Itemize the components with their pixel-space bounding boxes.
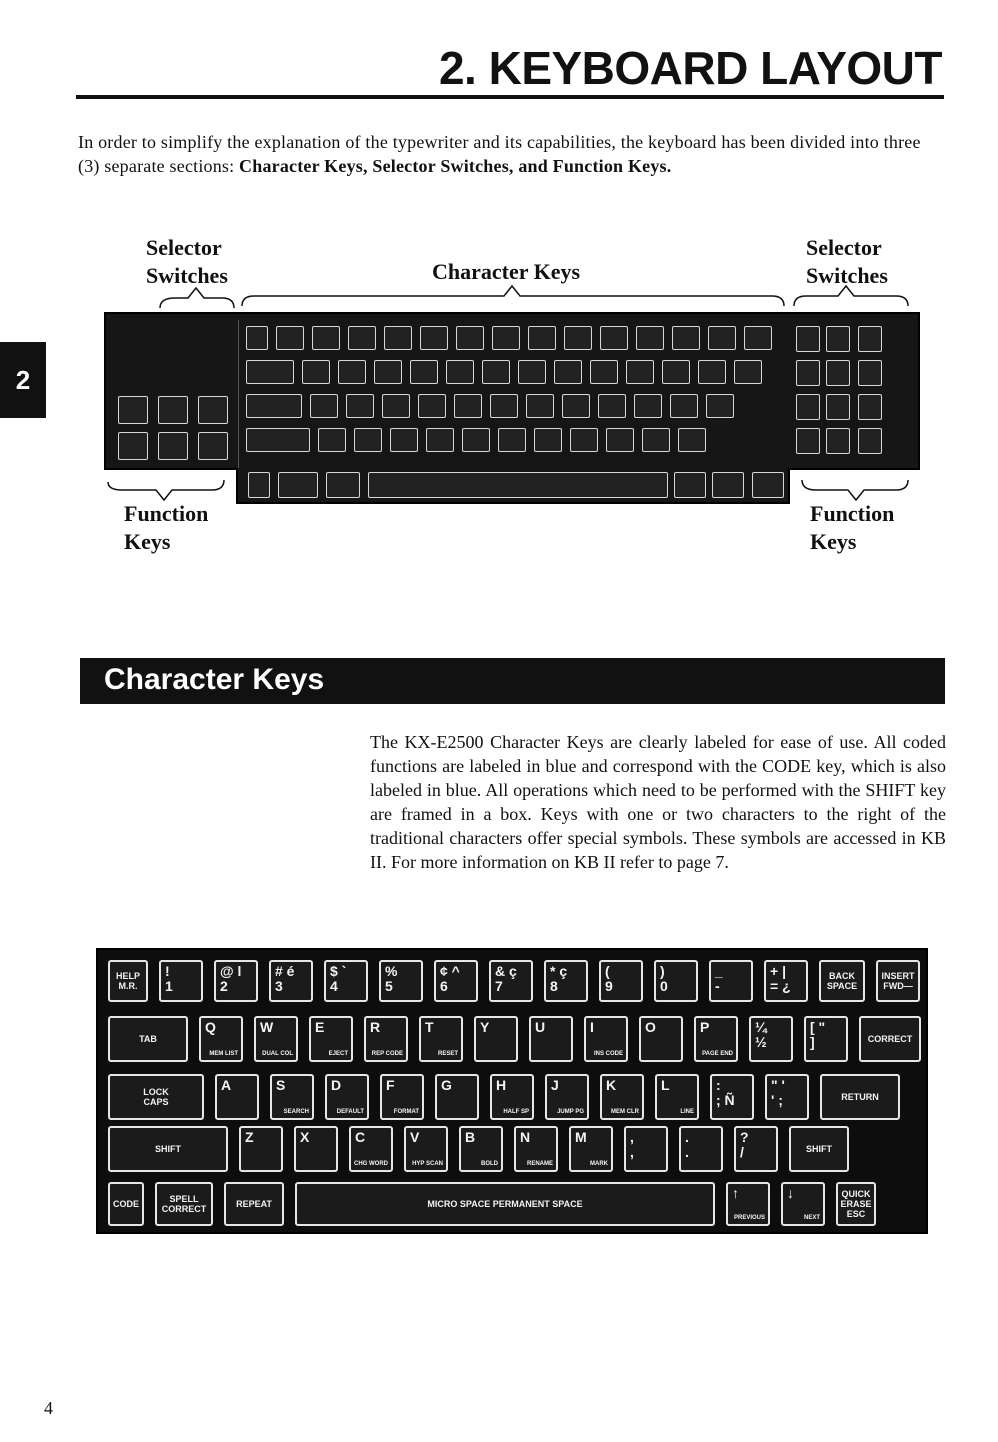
section-title: Character Keys — [104, 663, 325, 696]
keyboard-overview-image — [104, 312, 920, 470]
keyboard-key — [294, 1126, 338, 1172]
keyboard-key — [734, 1126, 778, 1172]
key-secondary-legend: 1 — [165, 978, 173, 994]
key-secondary-legend: 8 — [550, 978, 558, 994]
keyboard-key — [404, 1126, 448, 1172]
keyboard-key — [679, 1126, 723, 1172]
keyboard-key — [544, 960, 588, 1002]
key-main-legend: ? — [740, 1129, 749, 1145]
keyboard-key — [789, 1126, 849, 1172]
keyboard-key — [624, 1126, 668, 1172]
key-label: HELP M.R. — [115, 971, 140, 991]
mini-key — [598, 394, 626, 418]
key-main-legend: K — [606, 1077, 617, 1093]
keyboard-key — [269, 960, 313, 1002]
key-label: CODE — [112, 1199, 139, 1209]
mini-key — [626, 360, 654, 384]
mini-key — [554, 360, 582, 384]
key-main-legend: M — [575, 1129, 587, 1145]
key-function-legend: MEM CLR — [611, 1109, 639, 1115]
mini-key — [310, 394, 338, 418]
keyboard-key — [859, 1016, 921, 1062]
keyboard-key — [309, 1016, 353, 1062]
mini-key — [246, 428, 310, 452]
character-keys-label: Character Keys — [432, 259, 581, 284]
label-line: Switches — [146, 263, 228, 288]
keyboard-key — [254, 1016, 298, 1062]
key-main-legend: ( — [605, 963, 610, 979]
key-main-legend: D — [331, 1077, 342, 1093]
mini-bottom-key — [278, 472, 318, 498]
key-secondary-legend: 2 — [220, 978, 228, 994]
mini-key — [354, 428, 382, 452]
keyboard-key — [639, 1016, 683, 1062]
key-function-legend: NEXT — [803, 1215, 820, 1221]
key-main-legend: H — [496, 1077, 507, 1093]
mini-key — [708, 326, 736, 350]
keyboard-key — [108, 960, 148, 1002]
mini-key — [636, 326, 664, 350]
key-function-legend: PREVIOUS — [733, 1215, 765, 1221]
key-main-legend: I — [590, 1019, 594, 1035]
mini-bottom-key — [752, 472, 784, 498]
keyboard-key — [654, 960, 698, 1002]
key-main-legend: J — [551, 1077, 559, 1093]
mini-key — [518, 360, 546, 384]
keyboard-key — [765, 1074, 809, 1120]
mini-key — [346, 394, 374, 418]
key-main-legend: W — [260, 1019, 274, 1035]
keyboard-key — [474, 1016, 518, 1062]
keyboard-key — [804, 1016, 848, 1062]
keyboard-key — [155, 1182, 213, 1226]
mini-key — [390, 428, 418, 452]
mini-key — [418, 394, 446, 418]
label-line: Switches — [806, 263, 888, 288]
key-main-legend: ¼ — [755, 1019, 767, 1035]
mini-key — [498, 428, 526, 452]
mini-key — [706, 394, 734, 418]
key-label: MICRO SPACE PERMANENT SPACE — [427, 1199, 583, 1209]
function-key — [198, 432, 228, 460]
mini-key — [642, 428, 670, 452]
key-main-legend: S — [276, 1077, 286, 1093]
keyboard-key — [380, 1074, 424, 1120]
key-main-legend: C — [355, 1129, 366, 1145]
mini-key — [672, 326, 700, 350]
keyboard-key — [710, 1074, 754, 1120]
key-main-legend: V — [410, 1129, 420, 1145]
keyboard-key — [215, 1074, 259, 1120]
keyboard-key — [108, 1126, 228, 1172]
bracket-selector-right — [794, 286, 908, 306]
keyboard-key — [694, 1016, 738, 1062]
keyboard-key — [600, 1074, 644, 1120]
mini-key — [454, 394, 482, 418]
key-main-legend: ! — [165, 963, 170, 979]
keyboard-key — [108, 1074, 204, 1120]
key-label: SHIFT — [155, 1144, 181, 1154]
key-function-legend: REP CODE — [371, 1051, 403, 1057]
mini-key — [606, 428, 634, 452]
mini-key — [734, 360, 762, 384]
label-line: Function — [124, 501, 209, 526]
key-secondary-legend: , — [630, 1144, 634, 1160]
key-main-legend: R — [370, 1019, 381, 1035]
selector-switch — [858, 326, 882, 352]
mini-key — [662, 360, 690, 384]
keyboard-key — [529, 1016, 573, 1062]
bracket-function-right — [802, 480, 908, 500]
key-label: REPEAT — [236, 1199, 272, 1209]
key-main-legend: + | — [770, 963, 786, 979]
key-function-legend: SEARCH — [283, 1109, 309, 1115]
key-main-legend: ↓ — [787, 1185, 794, 1201]
key-function-legend: INS CODE — [593, 1051, 623, 1057]
mini-key — [318, 428, 346, 452]
keyboard-key — [764, 960, 808, 1002]
keyboard-key — [214, 960, 258, 1002]
key-main-legend: L — [661, 1077, 670, 1093]
key-main-legend: % — [385, 963, 398, 979]
page-number: 4 — [44, 1398, 53, 1418]
mini-key — [302, 360, 330, 384]
keyboard-key — [489, 960, 533, 1002]
keyboard-key — [655, 1074, 699, 1120]
key-main-legend: * ç — [550, 963, 568, 979]
mini-key — [698, 360, 726, 384]
mini-key — [590, 360, 618, 384]
key-main-legend: U — [535, 1019, 546, 1035]
keyboard-key — [781, 1182, 825, 1226]
chapter-tab: 2 — [0, 342, 46, 418]
key-main-legend: , — [630, 1129, 634, 1145]
mini-key — [744, 326, 772, 350]
key-secondary-legend: - — [715, 978, 720, 994]
mini-key — [570, 428, 598, 452]
label-line: Keys — [124, 529, 171, 554]
key-label: SHIFT — [806, 1144, 832, 1154]
key-secondary-legend: 4 — [330, 978, 338, 994]
key-function-legend: EJECT — [328, 1051, 348, 1057]
mini-key — [600, 326, 628, 350]
key-main-legend: @ l — [220, 963, 242, 979]
key-function-legend: DEFAULT — [336, 1109, 364, 1115]
intro-text: In order to simplify the explanation of the typewriter and its capabilities, the keyboard has been divided into three (3) separate sections: — [78, 132, 921, 176]
key-function-legend: RESET — [437, 1051, 458, 1057]
mini-bottom-key — [712, 472, 744, 498]
label-line: Selector — [806, 235, 882, 260]
key-label: SPELL CORRECT — [161, 1194, 207, 1214]
mini-key — [374, 360, 402, 384]
key-main-legend: : — [716, 1077, 721, 1093]
keyboard-key — [459, 1126, 503, 1172]
key-function-legend: HYP SCAN — [412, 1161, 443, 1167]
key-secondary-legend: ½ — [755, 1034, 767, 1050]
key-main-legend: ) — [660, 963, 665, 979]
function-key — [198, 396, 228, 424]
key-main-legend: G — [441, 1077, 452, 1093]
selector-switch — [826, 360, 850, 386]
keyboard-overview-bottom-row — [236, 468, 790, 504]
key-secondary-legend: = ¿ — [770, 978, 791, 994]
mini-key — [562, 394, 590, 418]
intro-sections: Character Keys, Selector Switches, and Function Keys. — [239, 156, 672, 176]
mini-key — [446, 360, 474, 384]
keyboard-key — [270, 1074, 314, 1120]
key-function-legend: MARK — [590, 1161, 608, 1167]
keyboard-key — [108, 1182, 144, 1226]
keyboard-key — [836, 1182, 876, 1226]
key-main-legend: F — [386, 1077, 395, 1093]
mini-key — [420, 326, 448, 350]
key-secondary-legend: ] — [810, 1034, 815, 1050]
key-main-legend: ↑ — [732, 1185, 739, 1201]
mini-key — [246, 360, 294, 384]
character-keys-image — [96, 948, 928, 1234]
mini-key — [348, 326, 376, 350]
mini-key — [426, 428, 454, 452]
key-secondary-legend: / — [740, 1144, 744, 1160]
keyboard-key — [545, 1074, 589, 1120]
keyboard-key — [324, 960, 368, 1002]
selector-switch — [826, 326, 850, 352]
key-main-legend: " ' — [771, 1077, 785, 1093]
key-label: QUICK ERASE ESC — [840, 1189, 872, 1219]
key-main-legend: & ç — [495, 963, 517, 979]
key-function-legend: BOLD — [481, 1161, 498, 1167]
key-secondary-legend: 9 — [605, 978, 613, 994]
mini-key — [564, 326, 592, 350]
selector-switch — [858, 394, 882, 420]
mini-key — [246, 326, 268, 350]
label-line: Selector — [146, 235, 222, 260]
key-label: BACK SPACE — [826, 971, 858, 991]
key-function-legend: MEM LIST — [209, 1051, 238, 1057]
selector-switch — [826, 394, 850, 420]
key-function-legend: PAGE END — [702, 1051, 733, 1057]
mini-key — [382, 394, 410, 418]
mini-bottom-key — [674, 472, 706, 498]
key-main-legend: _ — [715, 963, 723, 979]
key-function-legend: HALF SP — [503, 1109, 529, 1115]
key-main-legend: # é — [275, 963, 295, 979]
key-main-legend: A — [221, 1077, 232, 1093]
key-main-legend: E — [315, 1019, 325, 1035]
keyboard-key — [599, 960, 643, 1002]
key-main-legend: $ ` — [330, 963, 347, 979]
keyboard-key — [159, 960, 203, 1002]
key-label: INSERT FWD— — [881, 971, 915, 991]
label-line: Function — [810, 501, 895, 526]
key-secondary-legend: ' ; — [771, 1092, 783, 1108]
key-label: LOCK CAPS — [143, 1087, 169, 1107]
keyboard-key — [349, 1126, 393, 1172]
key-secondary-legend: ; Ñ — [716, 1092, 735, 1108]
bracket-selector-left — [160, 288, 234, 308]
section-banner — [80, 658, 945, 704]
selector-switch — [796, 428, 820, 454]
bracket-function-left — [108, 480, 224, 500]
selector-switch — [826, 428, 850, 454]
keyboard-key — [325, 1074, 369, 1120]
mini-key — [338, 360, 366, 384]
mini-key — [528, 326, 556, 350]
keyboard-key — [709, 960, 753, 1002]
key-function-legend: RENAME — [526, 1161, 553, 1167]
key-function-legend: DUAL COL — [262, 1051, 293, 1057]
key-secondary-legend: 6 — [440, 978, 448, 994]
keyboard-key — [434, 960, 478, 1002]
section-body: The KX-E2500 Character Keys are clearly labeled for ease of use. All coded functions are labeled in blue and correspond with the CODE key, which is also labeled in blue. All operations which need to be performed with the SHIFT key are framed in a box. Keys with one or two characters to the right of the traditional characters offer special symbols. These symbols are accessed in KB II. For more information on KB II refer to page 7. — [370, 732, 946, 872]
key-label: RETURN — [841, 1092, 879, 1102]
key-main-legend: T — [425, 1019, 434, 1035]
keyboard-key — [569, 1126, 613, 1172]
keyboard-key — [199, 1016, 243, 1062]
keyboard-key — [490, 1074, 534, 1120]
key-main-legend: Z — [245, 1129, 254, 1145]
key-function-legend: JUMP PG — [557, 1109, 584, 1115]
mini-key — [456, 326, 484, 350]
key-main-legend: ¢ ^ — [440, 963, 460, 979]
key-main-legend: X — [300, 1129, 310, 1145]
key-function-legend: FORMAT — [393, 1109, 419, 1115]
keyboard-key — [239, 1126, 283, 1172]
mini-key — [534, 428, 562, 452]
mini-key — [490, 394, 518, 418]
mini-key — [634, 394, 662, 418]
mini-key — [670, 394, 698, 418]
keyboard-key — [819, 960, 865, 1002]
mini-key — [492, 326, 520, 350]
keyboard-key — [419, 1016, 463, 1062]
key-main-legend: N — [520, 1129, 531, 1145]
key-secondary-legend: 3 — [275, 978, 283, 994]
mini-bottom-key — [368, 472, 668, 498]
selector-switch — [796, 360, 820, 386]
mini-key — [246, 394, 302, 418]
keyboard-key — [584, 1016, 628, 1062]
key-secondary-legend: 0 — [660, 978, 668, 994]
key-function-legend: LINE — [680, 1109, 694, 1115]
mini-key — [462, 428, 490, 452]
mini-key — [526, 394, 554, 418]
keyboard-key — [435, 1074, 479, 1120]
key-main-legend: B — [465, 1129, 476, 1145]
mini-bottom-key — [248, 472, 270, 498]
keyboard-key — [876, 960, 920, 1002]
selector-switch — [796, 326, 820, 352]
key-secondary-legend: . — [685, 1144, 689, 1160]
mini-key — [678, 428, 706, 452]
function-key — [158, 396, 188, 424]
key-main-legend: [ " — [810, 1019, 826, 1035]
keyboard-key — [364, 1016, 408, 1062]
keyboard-key — [379, 960, 423, 1002]
mini-bottom-key — [326, 472, 360, 498]
mini-key — [312, 326, 340, 350]
label-line: Keys — [810, 529, 857, 554]
mini-key — [384, 326, 412, 350]
keyboard-key — [749, 1016, 793, 1062]
function-key — [118, 432, 148, 460]
key-main-legend: O — [645, 1019, 656, 1035]
keyboard-key — [295, 1182, 715, 1226]
mini-key — [410, 360, 438, 384]
mini-key — [276, 326, 304, 350]
page-title: 2. KEYBOARD LAYOUT — [438, 42, 942, 94]
bracket-character-keys — [242, 286, 784, 306]
keyboard-key — [514, 1126, 558, 1172]
key-main-legend: P — [700, 1019, 710, 1035]
key-label: TAB — [139, 1034, 157, 1044]
mini-key — [482, 360, 510, 384]
selector-switch — [858, 360, 882, 386]
key-label: CORRECT — [867, 1034, 913, 1044]
keyboard-key — [224, 1182, 284, 1226]
selector-switch — [796, 394, 820, 420]
keyboard-key — [726, 1182, 770, 1226]
key-main-legend: . — [685, 1129, 689, 1145]
key-function-legend: CHG WORD — [354, 1161, 388, 1167]
key-secondary-legend: 5 — [385, 978, 393, 994]
keyboard-key — [108, 1016, 188, 1062]
key-main-legend: Y — [480, 1019, 490, 1035]
selector-switch — [858, 428, 882, 454]
key-main-legend: Q — [205, 1019, 216, 1035]
key-secondary-legend: 7 — [495, 978, 503, 994]
function-key — [158, 432, 188, 460]
keyboard-key — [820, 1074, 900, 1120]
function-key — [118, 396, 148, 424]
